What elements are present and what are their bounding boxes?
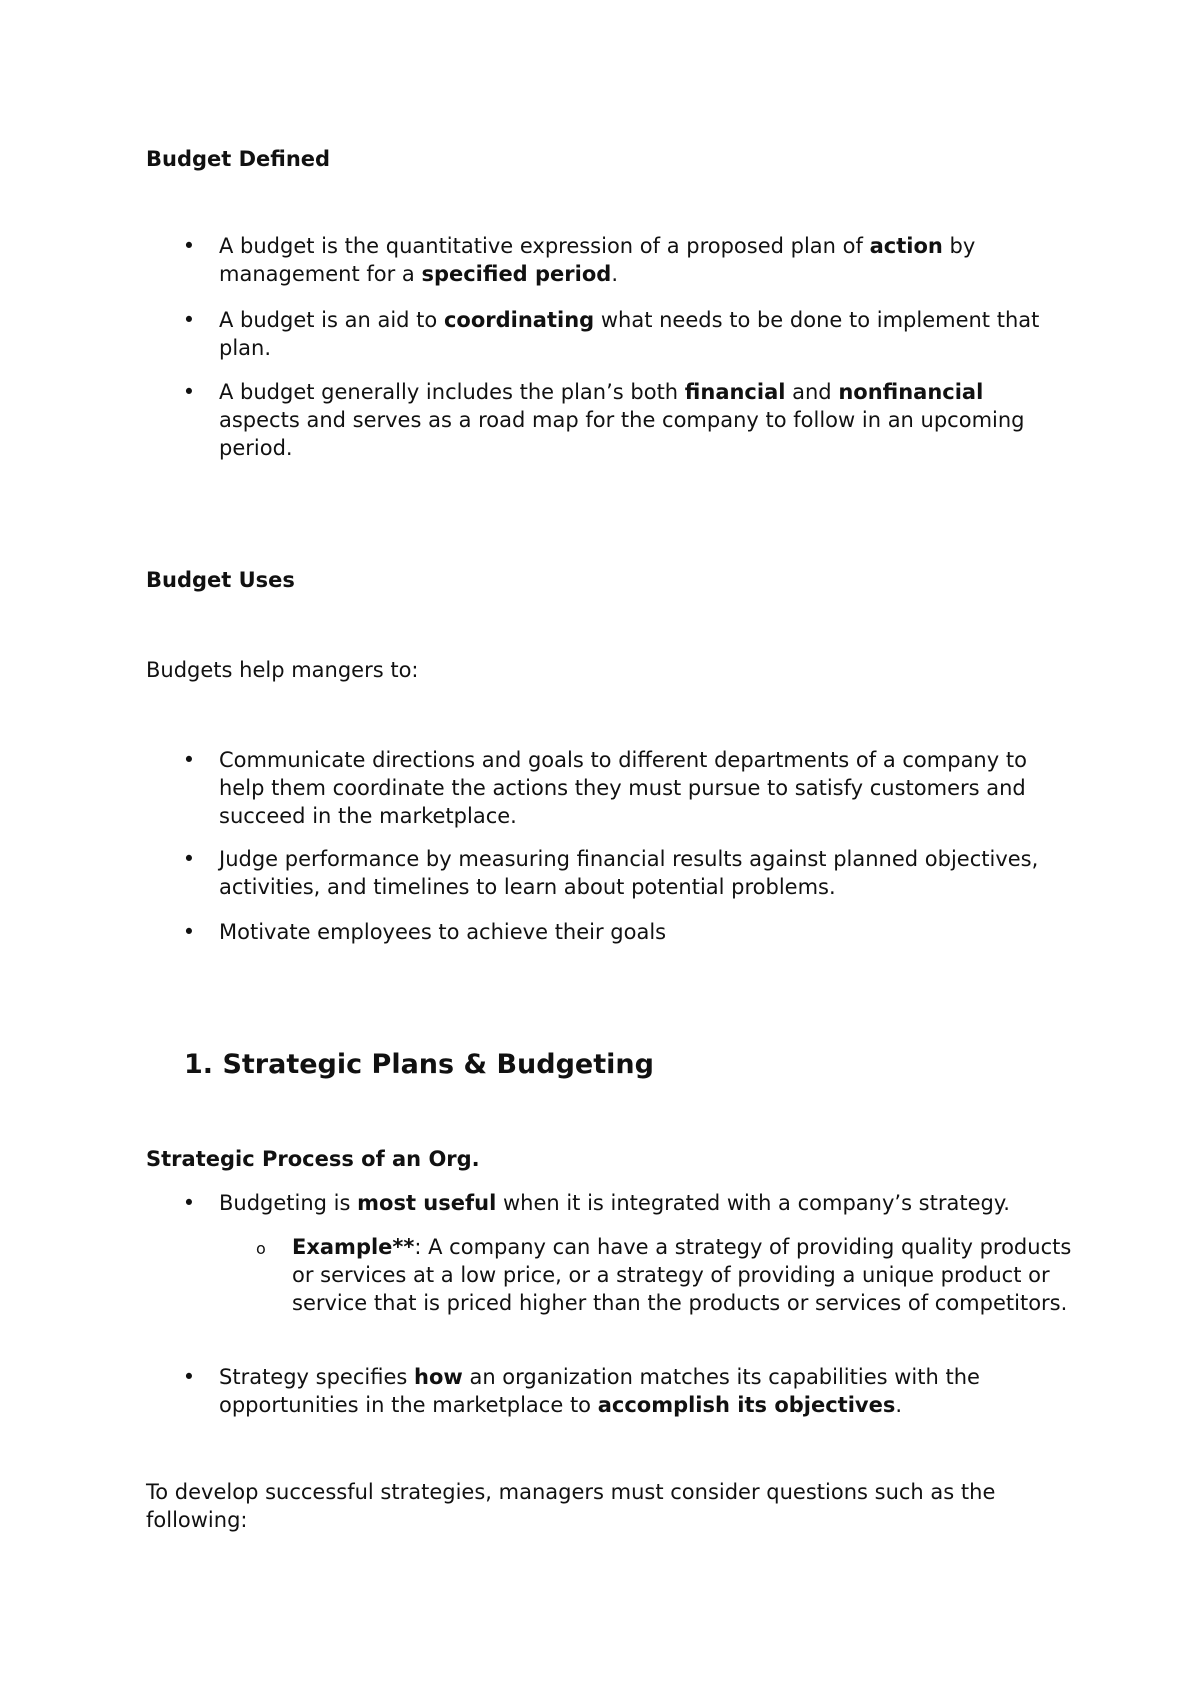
text-run: Communicate directions and goals to different departments of a company to help them coordinate the actions they must pursue to satisfy customers and succeed in the marketplace.	[219, 748, 1027, 828]
list-item	[182, 746, 1069, 830]
heading-strategic-plans	[184, 1048, 654, 1082]
bold-term: Example**	[292, 1235, 415, 1259]
list-item	[182, 918, 1069, 946]
subheading-strategic-process: Strategic Process of an Org.	[146, 1147, 480, 1171]
heading-budget-defined: Budget Defined	[146, 147, 331, 171]
bold-term: most useful	[357, 1191, 497, 1215]
text-run: Strategy specifies	[219, 1365, 414, 1389]
text-run: and	[785, 380, 839, 404]
section-title: Strategic Plans & Budgeting	[222, 1049, 654, 1080]
text-run: Motivate employees to achieve their goals	[219, 920, 667, 944]
bold-term: action	[869, 234, 943, 258]
bold-term: nonfinancial	[838, 380, 984, 404]
section-number: 1.	[184, 1049, 214, 1080]
text-run: by management for a	[219, 234, 976, 286]
text-run: : A company can have a strategy of providing quality products or services at a low price, or a strategy of providing a unique product or service that is priced higher than the products or services of competitors.	[292, 1235, 1072, 1315]
bullet-icon: •	[182, 308, 196, 332]
closing-paragraph: To develop successful strategies, managers must consider questions such as the following:	[146, 1480, 996, 1532]
bold-term: how	[414, 1365, 463, 1389]
list-item	[182, 1363, 1069, 1419]
text-run: A budget is an aid to	[219, 308, 444, 332]
bullet-icon: •	[182, 1365, 196, 1389]
bullet-icon: •	[182, 380, 196, 404]
list-item	[182, 1189, 1069, 1217]
text-run: what needs to be done to implement that plan.	[219, 308, 1040, 360]
text-run: A budget is the quantitative expression of a proposed plan of	[219, 234, 870, 258]
text-run: .	[611, 262, 619, 286]
heading-budget-uses: Budget Uses	[146, 568, 295, 592]
bullet-icon: •	[182, 920, 196, 944]
bullet-icon: •	[182, 1191, 196, 1215]
list-item	[182, 232, 1069, 288]
circle-bullet-icon: o	[256, 1239, 266, 1258]
text-run: an organization matches its capabilities with the opportunities in the marketplace to	[219, 1365, 980, 1417]
text-run: Judge performance by measuring financial results against planned objectives, activities, and timelines to learn about potential problems.	[219, 847, 1039, 899]
bold-term: accomplish its objectives	[597, 1393, 896, 1417]
bold-term: specified period	[421, 262, 612, 286]
list-item	[182, 306, 1069, 362]
text-run: aspects and serves as a road map for the company to follow in an upcoming period.	[219, 408, 1025, 460]
list-item	[182, 378, 1069, 462]
sub-list-item	[256, 1233, 1072, 1317]
bullet-icon: •	[182, 748, 196, 772]
text-run: A budget generally includes the plan’s both	[219, 380, 685, 404]
text-run: when it is integrated with a company’s strategy.	[496, 1191, 1010, 1215]
budget-uses-intro: Budgets help mangers to:	[146, 658, 419, 682]
list-item	[182, 845, 1069, 901]
text-run: Budgeting is	[219, 1191, 358, 1215]
bold-term: coordinating	[443, 308, 595, 332]
bullet-icon: •	[182, 234, 196, 258]
text-run: .	[895, 1393, 903, 1417]
bold-term: financial	[684, 380, 786, 404]
bullet-icon: •	[182, 847, 196, 871]
